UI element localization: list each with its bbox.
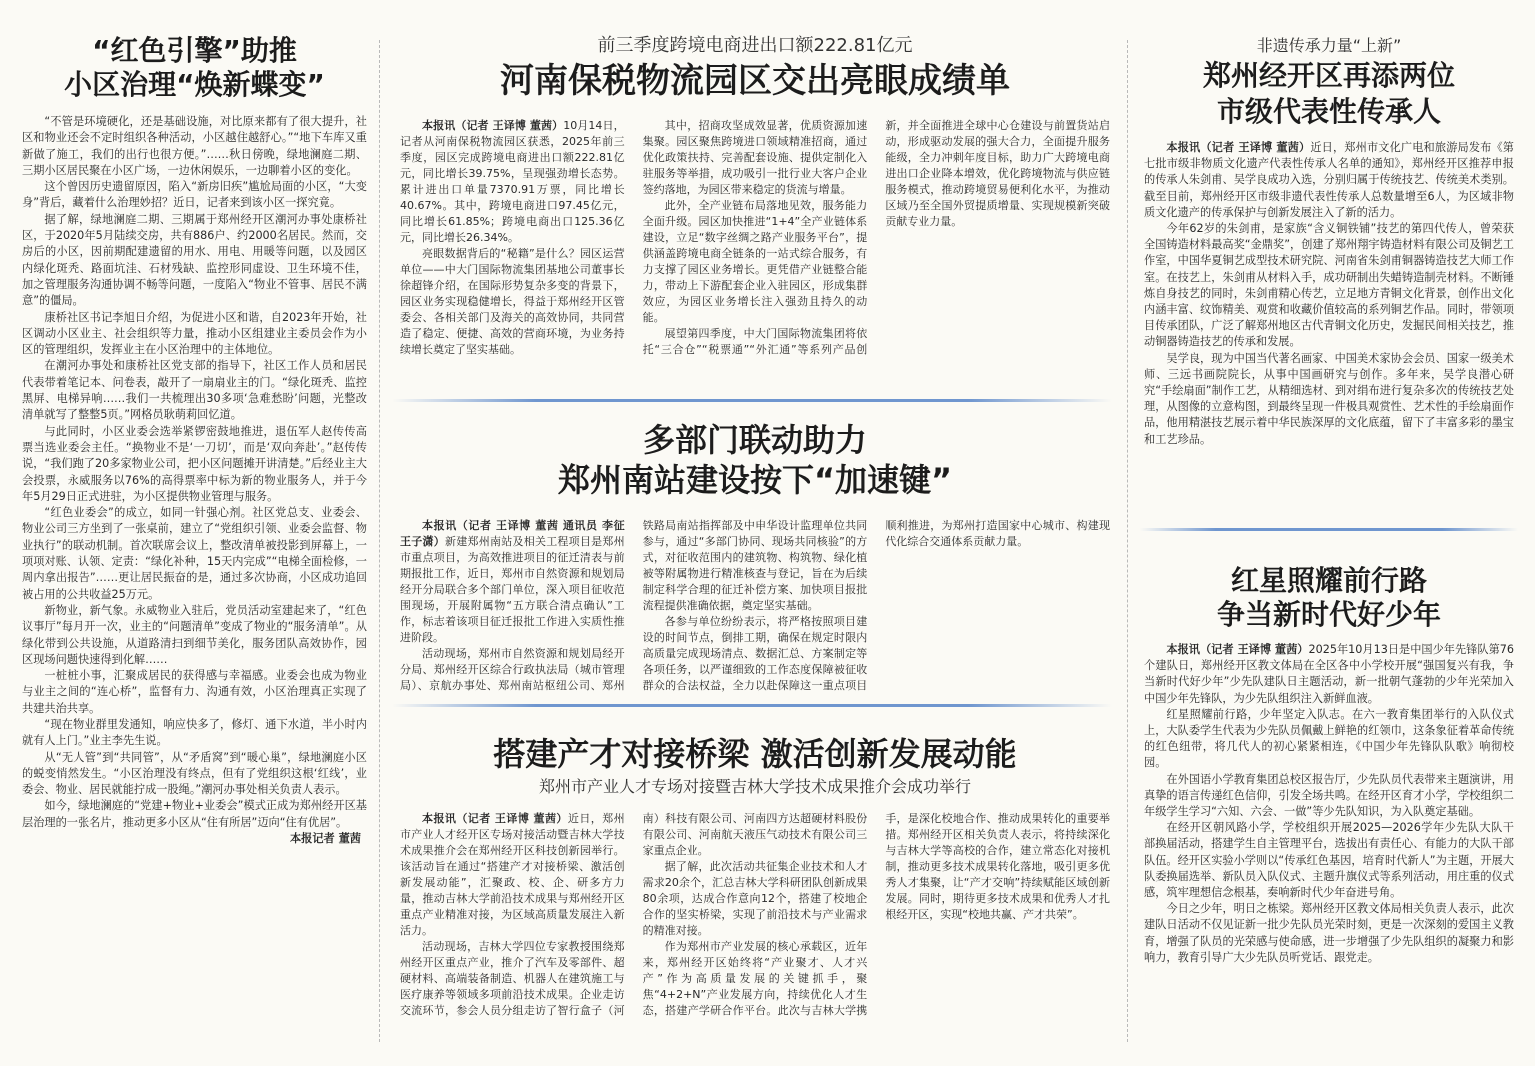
- paragraph: 各参与单位纷纷表示，将严格按照项目建设的时间节点，倒排工期，确保在规定时限内高质量完成现场清点、数据汇总、方案制定等各项任务，以严谨细致的工作态度保障被征收群众的合法权益，全力以赴保障这一重点项目顺利推进，为郑州打造国家中心城市、构建现代化综合交通体系贡献力量。: [642, 519, 1110, 692]
- column-divider-right: [1127, 40, 1128, 1042]
- paragraph: 亮眼数据背后的“秘籍”是什么？园区运营单位——中大门国际物流集团基地公司董事长徐超锋介绍，在国际形势复杂多变的背景下，园区业务实现稳健增长，得益于郑州经开区管委会、各相关部门及海关的高效协同，共同营造了稳定、便捷、高效的营商环境，为业务持续增长奠定了坚实基础。: [400, 247, 625, 356]
- paragraph: 吴学良，现为中国当代著名画家、中国美术家协会会员、国家一级美术师、三远书画院院长，从事中国画研究与创作。多年来，吴学良潜心研究“手绘扇面”制作工艺，从精细选材、到对绢布进行复杂多次的传统技艺处理，从图像的立意构图，到最终呈现一件极具观赏性、艺术性的手绘扇面作品，他用精湛技艺展示着中华民族深厚的文化底蕴，留下了丰富多彩的墨宝和工艺珍品。: [1144, 351, 1514, 446]
- left-article: [22, 34, 367, 847]
- top-center-body: [400, 118, 1110, 360]
- paragraph: 一桩桩小事，汇聚成居民的获得感与幸福感。业委会也成为物业与业主之间的“连心桥”，监督有力、沟通有效，小区治理真正实现了共建共治共享。: [22, 669, 367, 715]
- paragraph: 在外国语小学教育集团总校区报告厅，少先队员代表带来主题演讲，用真挚的语言传递红色信仰，引发全场共鸣。在经开区育才小学，学校组织二年级学生学习“六知、六会、一做”等少先队知识，为入队奠定基础。: [1144, 772, 1514, 819]
- column-divider-left: [379, 40, 380, 1042]
- paragraph: 今日之少年，明日之栋梁。郑州经开区教文体局相关负责人表示，此次建队日活动不仅见证新一批少先队员光荣时刻，更是一次深刻的爱国主义教育，增强了队员的光荣感与使命感，进一步增强了少先队组织的凝聚力和影响力，教育引导广大少先队员听党话、跟党走。: [1144, 902, 1514, 964]
- paragraph: 在潮河办事处和康桥社区党支部的指导下，社区工作人员和居民代表带着笔记本、问卷表，敲开了一扇扇业主的门。“绿化斑秃、监控黑屏、电梯异响……我们一共梳理出30多项‘急难愁盼’问题，光整改清单就写了整整5页。”网格员耿萌莉回忆道。: [22, 359, 367, 422]
- paragraph: 与此同时，小区业委会选举紧锣密鼓地推进，退伍军人赵传传高票当选业委会主任。“换物业不是‘一刀切’，而是‘双向奔赴’。”赵传传说，“我们跑了20多家物业公司，把小区问题摊开讲清楚。”后经业主大会投票，永威服务以76%的高得票率中标为新的物业服务人，并于今年5月29日正式进驻，为小区提供物业管理与服务。: [22, 424, 367, 503]
- paragraph: “不管是环境硬化，还是基础设施，对比原来都有了很大提升，社区和物业还会不定时组织各种活动，小区越住越舒心。”“地下车库又重新做了施工，我们的出行也很方便。”……秋日傍晚，绿地澜庭二期、三期小区居民聚在小区广场，一边休闲娱乐，一边聊着小区的变化。: [22, 115, 367, 177]
- paragraph: 康桥社区书记李旭日介绍，为促进小区和谐，自2023年开始，社区调动小区业主、社会组织等力量，推动小区组建业主委员会作为小区的管理组织，发挥业主在小区治理中的主体地位。: [22, 310, 367, 357]
- paragraph: 新物业，新气象。永威物业入驻后，党员活动室建起来了，“红色议事厅”每月开一次，业主的“问题清单”变成了物业的“服务清单”。从绿化带到公共设施，从道路清扫到细节美化，服务团队高效协作，园区现场问题快速得到化解……: [22, 603, 367, 666]
- right-top-kicker: 非遗传承力量“上新”: [1256, 36, 1402, 55]
- paragraph: [1144, 140, 1514, 221]
- paragraph-text: 近日，郑州市产业人才经开区专场对接活动暨吉林大学技术成果推介会在郑州经开区科技创新园举行。该活动旨在通过“搭建产才对接桥梁、激活创新发展动能”，汇聚政、校、企、研多方力量，推动吉林大学前沿技术成果与郑州经开区重点产业精准对接，为区域高质量发展注入新活力。: [400, 812, 625, 937]
- paragraph: 据了解，此次活动共征集企业技术和人才需求20余个，汇总吉林大学科研团队创新成果80余项，达成合作意向12个，搭建了校地企合作的坚实桥梁，实现了前沿技术与产业需求的精准对接。: [642, 860, 868, 937]
- paragraph: 活动现场，吉林大学四位专家教授围绕郑州经开区重点产业，推介了汽车及零部件、超硬材料、高端装备制造、机器人在建筑施工与医疗康养等领域多项前沿技术成果。企业走访交流环节，参会人员分组走访了智行盒子（河南）科技有限公司、河南四方达超硬材料股份有限公司、河南航天液压气动技术有限公司三家重点企业。: [400, 812, 868, 1017]
- bottom-center-article: [400, 733, 1110, 1031]
- left-article-title-line2: 小区治理“焕新蝶变”: [64, 68, 325, 101]
- top-center-title: 河南保税物流园区交出亮眼成绩单: [500, 61, 1010, 101]
- paragraph-text: 新建郑州南站及相关工程项目是郑州市重点项目，为高效推进项目的征迁清表与前期报批工作，近日，郑州市自然资源和规划局经开分局联合多个部门单位，深入项目征收范围现场，开展附属物“五方联合清点确认”工作，标志着该项目征迁报批工作进入实质性推进阶段。: [400, 535, 625, 644]
- paragraph-text: 2025年10月13日是中国少年先锋队第76个建队日，郑州经开区教文体局在全区各中小学校开展“强国复兴有我，争当新时代好少年”少先队建队日主题活动，新一批朝气蓬勃的少年光荣加入中国少年先锋队，为少先队组织注入新鲜血液。: [1144, 643, 1514, 705]
- mid-center-article: [400, 420, 1110, 694]
- right-top-article: [1144, 34, 1514, 448]
- lead-byline: 本报讯（记者 王译博 董茜）: [422, 812, 568, 825]
- paragraph: 作为郑州市产业发展的核心承载区，近年来，郑州经开区始终将“产业聚才、人才兴产”作为高质量发展的关键抓手，聚焦“4+2+N”产业发展方向，持续优化人才生态，搭建产学研合作平台。此次与吉林大学携手，是深化校地合作、推动成果转化的重要举措。郑州经开区相关负责人表示，将持续深化与吉林大学等高校的合作，建立常态化对接机制，推动更多技术成果转化落地，吸引更多优秀人才集聚，让“产才交响”持续赋能区域创新发展。同时，期待更多技术成果和优秀人才扎根经开区，实现“校地共赢、产才共荣”。: [642, 812, 1110, 1017]
- paragraph: 红星照耀前行路，少年坚定入队志。在六一教育集团举行的入队仪式上，大队委学生代表为少先队员佩戴上鲜艳的红领巾，这条象征着革命传统的红色纽带，将几代人的初心紧紧相连，《中国少年先锋队队歌》响彻校园。: [1144, 707, 1514, 770]
- paragraph: 此外，全产业链布局落地见效，服务能力全面升级。园区加快推进“1+4”全产业链体系建设，立足“数字丝绸之路产业服务平台”，提供涵盖跨境电商全链条的一站式综合服务，有力支撑了园区业务增长。更凭借产业链整合能力，带动上下游配套企业入驻园区，形成集群效应，为园区业务增长注入强劲且持久的动能。: [642, 199, 868, 324]
- bottom-center-subtitle: 郑州市产业人才专场对接暨吉林大学技术成果推介会成功举行: [538, 777, 971, 796]
- mid-center-body: [400, 518, 1110, 694]
- paragraph: 展望第四季度，中大门国际物流集团将依托“三合仓”“税票通”“外汇通”等系列产品创新，并全面推进全球中心仓建设与前置货站启动，形成驱动发展的强大合力，全面提升服务能级，全力冲刺年度目标，助力广大跨境电商进出口企业降本增效，优化跨境物流与供应链服务模式，推动跨境贸易便利化水平，为推动区域乃至全国外贸提质增量、实现规模新突破贡献专业力量。: [642, 119, 1110, 356]
- lead-byline: 本报讯（记者 王译博 董茜）: [1166, 141, 1311, 154]
- paragraph-text: 近日，郑州市文化广电和旅游局发布《第七批市级非物质文化遗产代表性传承人名单的通知》，郑州经开区推荐申报的传承人朱剑甫、吴学良成功入选，分别归属于传统技艺、传统美术类别。截至目前，郑州经开区市级非遗代表性传承人总数量增至6人，为区域非物质文化遗产的传承保护与创新发展注入了新的活力。: [1144, 141, 1514, 219]
- right-top-title-line1: 郑州经开区再添两位: [1202, 59, 1455, 92]
- lead-byline: 本报讯（记者 王译博 董茜）: [422, 119, 564, 132]
- bottom-center-title: 搭建产才对接桥梁 激活创新发展动能: [493, 735, 1017, 773]
- top-center-kicker: 前三季度跨境电商进出口额222.81亿元: [597, 35, 913, 56]
- left-article-title-line1: “红色引擎”助推: [92, 34, 297, 67]
- paragraph: 今年62岁的朱剑甫，是家族“含义铜铁铺”技艺的第四代传人，曾荣获全国铸造材料最高奖“金鼎奖”，创建了郑州翔宇铸造材料有限公司及铜艺工作室，中国华夏铜艺成型技术研究院、河南省朱剑甫铜器铸造技艺大师工作室。在技艺上，朱剑甫从材料入手，成功研制出失蜡铸造制壳材料。不断锤炼自身技艺的同时，朱剑甫精心传艺，立足地方青铜文化背景，创作出文化内涵丰富、纹饰精美、观赏和收藏价值较高的系列铜艺作品。同时，带领项目传承团队，广泛了解郑州地区古代青铜文化历史，发掘民间相关技艺，推动铜器铸造技艺的传承和发展。: [1144, 222, 1514, 349]
- byline: 本报记者 董茜: [289, 832, 361, 846]
- right-bottom-article: [1144, 564, 1514, 966]
- paragraph: [1144, 642, 1514, 707]
- mid-center-title-line1: 多部门联动助力: [642, 421, 867, 459]
- left-article-body: [22, 114, 367, 847]
- paragraph: 这个曾因历史遗留原因，陷入“新房旧疾”尴尬局面的小区，“大变身”背后，藏着什么治理妙招？近日，记者来到该小区一探究竟。: [22, 180, 367, 210]
- mid-center-title-line2: 郑州南站建设按下“加速键”: [557, 461, 953, 499]
- top-center-article: [400, 34, 1110, 360]
- right-top-title-line2: 市级代表性传承人: [1216, 95, 1441, 128]
- lead-byline: 本报讯（记者 王译博 董茜 通讯员 李征 王子潇）: [400, 519, 625, 548]
- paragraph: 在经开区朝风路小学，学校组织开展2025—2026学年少先队大队干部换届活动，搭建学生自主管理平台，选拔出有责任心、有能力的大队干部队伍。经开区实验小学则以“传承红色基因，培育时代新人”为主题，开展大队委换届选举、新队员入队仪式、主题升旗仪式等系列活动，用庄重的仪式感，筑牢理想信念根基，奏响新时代少年奋进号角。: [1144, 821, 1514, 900]
- paragraph: “现在物业群里发通知，响应快多了，修灯、通下水道，半小时内就有人上门。”业主李先生说。: [22, 717, 367, 748]
- paragraph: [400, 811, 625, 939]
- paragraph: 据了解，绿地澜庭二期、三期属于郑州经开区潮河办事处康桥社区，于2020年5月陆续交房，共有886户、约2000名居民。然而，交房后的小区，因前期配建遗留的用水、用电、用暖等问题，以及园区内绿化斑秃、路面坑洼、石材残缺、监控形同虚设、卫生环境不佳，加之管理服务沟通协调不畅等问题，一度陷入“物业不管事、居民不满意”的僵局。: [22, 212, 367, 308]
- paragraph-text: 10月14日，记者从河南保税物流园区获悉，2025年前三季度，园区完成跨境电商进出口额222.81亿元，同比增长39.75%，呈现强劲增长态势。累计进出口单量7370.91万票，同比增长40.67%。其中，跨境电商进口97.45亿元，同比增长61.85%；跨境电商出口125.36亿元，同比增长26.34%。: [400, 119, 625, 244]
- bottom-center-body: [400, 811, 1110, 1031]
- right-bottom-title-line1: 红星照耀前行路: [1230, 564, 1427, 597]
- paragraph: 其中，招商攻坚成效显著，优质资源加速集聚。园区聚焦跨境进口领域精准招商，通过优化政策扶持、完善配套设施、提供定制化入驻服务等举措，成功吸引一批行业大客户企业签约落地，为园区带来稳定的货流与增量。: [642, 119, 868, 196]
- section-divider-2: [392, 704, 1112, 707]
- paragraph: [400, 118, 625, 246]
- right-bottom-title-line2: 争当新时代好少年: [1216, 598, 1441, 631]
- right-bottom-body: [1144, 642, 1514, 966]
- section-divider-right: [1140, 528, 1518, 531]
- paragraph: [400, 518, 625, 646]
- paragraph: 从“无人管”到“共同管”，从“矛盾窝”到“暖心巢”，绿地澜庭小区的蜕变悄然发生。“小区治理没有终点，但有了党组织这根‘红线’，业委会、物业、居民就能拧成一股绳。”潮河办事处相关负责人表示。: [22, 750, 367, 797]
- paragraph: “红色业委会”的成立，如同一针强心剂。社区党总支、业委会、物业公司三方坐到了一张桌前，建立了“党组织引领、业委会监督、物业执行”的联动机制。首次联席会议上，整改清单被投影到屏幕上，一项项对账、认领、定责：“绿化补种，15天内完成”“电梯全面检修，一周内拿出报告”……更让居民振奋的是，通过多次协商，小区成功追回被占用的公共收益25万元。: [22, 506, 367, 601]
- paragraph: 如今，绿地澜庭的“党建+物业+业委会”模式正成为郑州经开区基层治理的一张名片，推动更多小区从“住有所居”迈向“住有优居”。: [22, 799, 367, 829]
- section-divider-1: [392, 399, 1112, 402]
- lead-byline: 本报讯（记者 王译博 董茜）: [1166, 643, 1309, 656]
- paragraph: 活动现场，郑州市自然资源和规划局经开分局、郑州经开区综合行政执法局（城市管理局）、京航办事处、郑州南站枢纽公司、郑州铁路局南站指挥部及中申华设计监理单位共同参与，通过“多部门协同、现场共同核验”的方式，对征收范围内的建筑物、构筑物、绿化植被等附属物进行精准核查与登记，旨在为后续制定科学合理的征迁补偿方案、加快项目报批流程提供准确依据，奠定坚实基础。: [400, 519, 868, 692]
- right-top-body: [1144, 140, 1514, 448]
